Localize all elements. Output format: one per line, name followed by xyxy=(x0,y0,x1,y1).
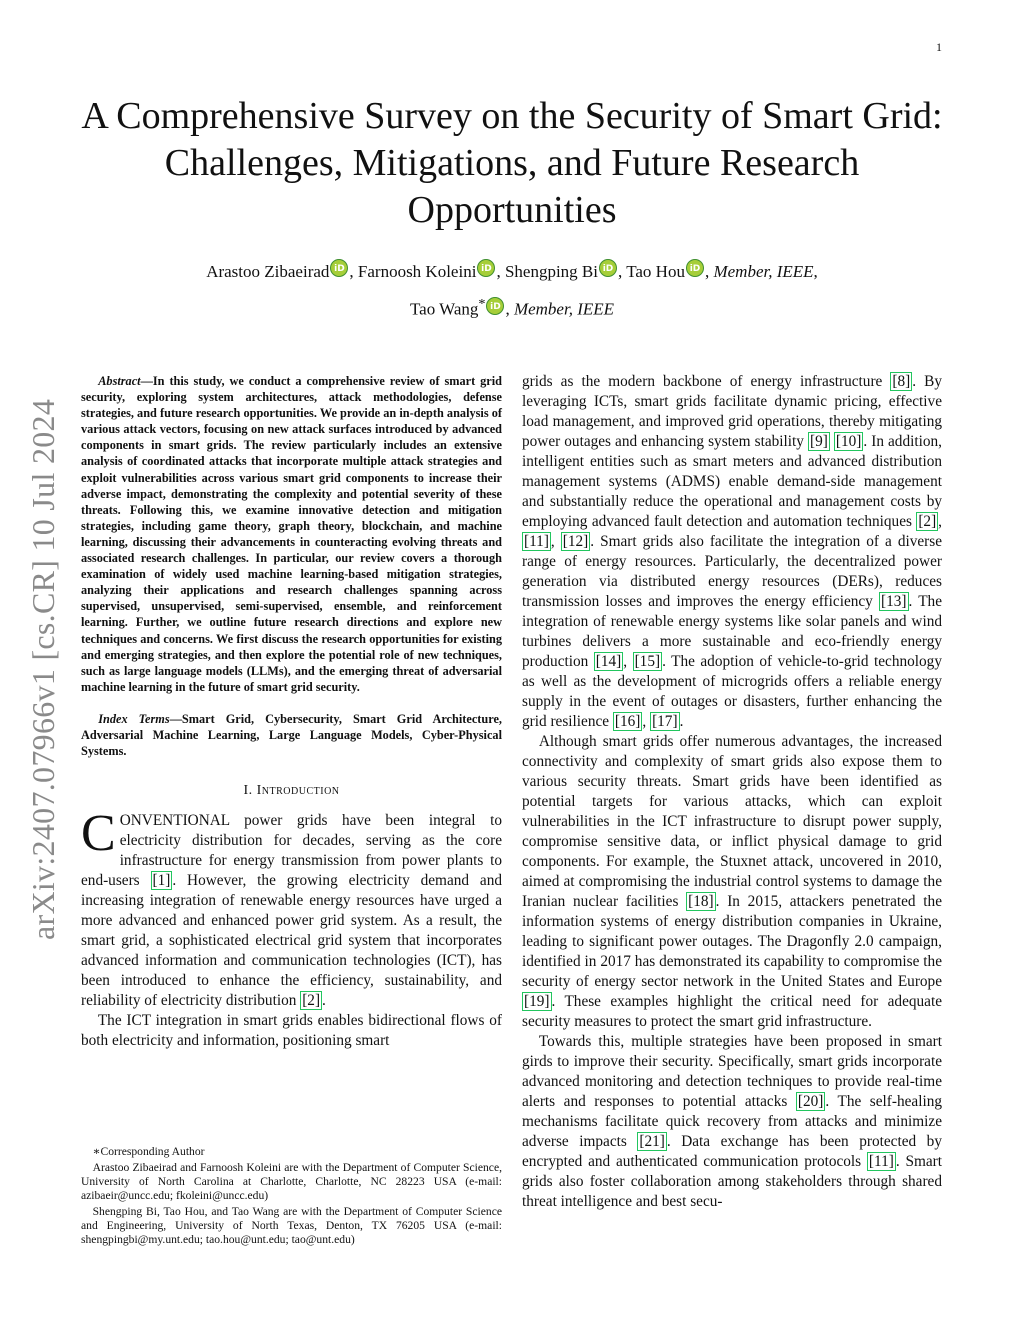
index-terms-label: Index Terms xyxy=(98,711,170,726)
author-name: Shengping Bi xyxy=(504,262,598,281)
citation-link[interactable]: [20] xyxy=(797,1093,824,1110)
separator: , xyxy=(642,713,651,730)
paragraph-text: . xyxy=(679,713,684,730)
paragraph-text: Although smart grids offer numerous advantages, the increased connectivity and complexity of smart grids also expose them to various security threats. Smart grids have been identified as potential targets for various attacks, which can exploit vulnerabilities in the ICT infrastructure to disrupt power supply, compromise sensitive data, or inflict physical damage to grid components. For example, the Stuxnet attack, uncovered in 2010, aimed at compromising the industrial control systems to damage the Iranian nuclear facilities xyxy=(522,733,942,910)
citation-link[interactable]: [12] xyxy=(562,533,589,550)
paragraph xyxy=(522,732,942,1032)
section-number: I. xyxy=(243,783,253,799)
orcid-icon[interactable]: iD xyxy=(477,259,495,277)
abstract-label: Abstract xyxy=(98,374,141,388)
paragraph-text: . In 2015, attackers penetrated the information systems of energy distribution companies in Ukraine, leading to significant power outages. The Dragonfly 2.0 campaign, identified in 2017 has demonstrated its capability to compromise the security of energy sector network in the United States and Europe xyxy=(522,893,942,990)
author-name: Farnoosh Koleini xyxy=(357,262,477,281)
separator: , xyxy=(938,513,942,530)
citation-link[interactable]: [2] xyxy=(918,513,937,530)
citation-link[interactable]: [11] xyxy=(868,1153,894,1170)
paragraph xyxy=(522,372,942,732)
citation-link[interactable]: [21] xyxy=(639,1133,665,1150)
citation-link[interactable]: [13] xyxy=(881,593,907,610)
index-terms-text: —Smart Grid, Cybersecurity, Smart Grid Architecture, Adversarial Machine Learning, Large Language Models, Cyber-Physical Systems. xyxy=(81,711,502,759)
footnote-affiliation: Arastoo Zibaeirad and Farnoosh Koleini are with the Department of Computer Science, University of North Carolina at Charlotte, Charlotte, NC 28223 USA (e-mail: azibaeir@uncc.edu; fkoleini@uncc.edu) xyxy=(81,1161,502,1202)
paragraph-text: . The self-healing mechanisms facilitate quick recovery from attacks and minimize adverse impacts xyxy=(522,1093,943,1150)
drop-cap: C xyxy=(81,805,116,863)
citation-link[interactable]: [18] xyxy=(688,893,714,910)
author-name: Tao Wang xyxy=(409,299,479,319)
paragraph xyxy=(522,1032,942,1212)
paragraph-text: . xyxy=(322,992,326,1010)
paragraph-text: . The integration of renewable energy systems like solar panels and wind turbines delivers a more sustainable and eco-friendly energy production xyxy=(522,593,942,670)
corresponding-mark: * xyxy=(478,296,486,312)
paragraph-text: . Smart grids also foster collaboration among stakeholders through shared threat intelligence and best secu- xyxy=(522,1153,942,1210)
index-terms xyxy=(81,711,502,759)
paragraph-text: Towards this, multiple strategies have been proposed in smart girds to improve their security. Specifically, smart grids incorporate advanced monitoring and detection techniques to provide real-time alerts and responses to potential attacks xyxy=(522,1033,942,1110)
footnote-affiliation: Shengping Bi, Tao Hou, and Tao Wang are with the Department of Computer Science and Engineering, University of North Texas, Denton, TX 76205 USA (e-mail: shengpingbi@my.unt.edu; tao.hou@unt.edu; tao@unt.edu) xyxy=(81,1205,502,1246)
paragraph-text: . The adoption of vehicle-to-grid technology as well as the development of microgrids offers a reliable energy supply in the event of outages or disasters, further enhancing the grid resilience xyxy=(522,653,942,730)
paragraph-text: ONVENTIONAL power grids have been integral to electricity distribution for decades, serving as the core infrastructure for energy transmission from power plants to end-users xyxy=(81,812,502,890)
page-number: 1 xyxy=(936,40,942,54)
author-line-1: Arastoo Zibaeirad iD , Farnoosh Koleini iD , Shengping Bi iD , Tao Hou iD , Member, IEEE, xyxy=(60,256,964,288)
citation-link[interactable]: [2] xyxy=(302,992,321,1010)
paragraph-text: . Data exchange has been protected by encrypted and authenticated communication protocols xyxy=(522,1133,942,1170)
author-line-2: Tao Wang* iD , Member, IEEE xyxy=(409,296,615,319)
citation-link[interactable]: [14] xyxy=(595,653,622,670)
author-name: Arastoo Zibaeirad xyxy=(206,262,330,281)
orcid-icon[interactable]: iD xyxy=(330,259,348,277)
citation-link[interactable]: [9] xyxy=(809,433,828,450)
citation-link[interactable]: [10] xyxy=(835,433,862,450)
separator: , xyxy=(623,653,633,670)
paper-title: A Comprehensive Survey on the Security of Smart Grid: Challenges, Mitigations, and Future Research Opportunities xyxy=(81,95,943,231)
author-list xyxy=(60,256,964,326)
citation-link[interactable]: [8] xyxy=(892,373,911,390)
citation-link[interactable]: [19] xyxy=(524,993,550,1010)
paragraph-text: . In addition, intelligent entities such as smart meters and advanced distribution management systems (ADMS) enable demand-side management and substantially reduce the operational and management costs by employing advanced fault detection and automation techniques xyxy=(522,433,942,530)
citation-link[interactable]: [17] xyxy=(652,713,678,730)
footnote-corresponding: ∗Corresponding Author xyxy=(92,1145,205,1158)
section-heading xyxy=(81,783,502,799)
orcid-icon[interactable]: iD xyxy=(599,259,617,277)
section-title: Introduction xyxy=(256,783,340,799)
citation-link[interactable]: [1] xyxy=(152,872,171,890)
separator: , xyxy=(550,533,561,550)
abstract xyxy=(81,373,502,695)
orcid-icon[interactable]: iD xyxy=(486,297,504,315)
citation-link[interactable]: [16] xyxy=(614,713,641,730)
citation-link[interactable]: [15] xyxy=(634,653,661,670)
author-name: Tao Hou xyxy=(626,262,685,281)
paragraph-text: grids as the modern backbone of energy infrastructure xyxy=(522,373,891,390)
paragraph xyxy=(81,805,502,1011)
paragraph: The ICT integration in smart grids enables bidirectional flows of both electricity and information, positioning smart xyxy=(81,1012,502,1050)
left-column xyxy=(81,373,502,1051)
intro-body xyxy=(81,805,502,1051)
right-column xyxy=(522,372,942,1212)
member-label: Member, IEEE xyxy=(713,262,814,281)
footnotes xyxy=(81,1145,502,1249)
arxiv-identifier: arXiv:2407.07966v1 [cs.CR] 10 Jul 2024 xyxy=(25,398,61,940)
citation-link[interactable]: [11] xyxy=(524,533,549,550)
paragraph-text: . However, the growing electricity demand and increasing integration of renewable energy resources have urged a more advanced and enhanced power grid system. As a result, the smart grid, a sophisticated electrical grid system that incorporates advanced information and communication technologies (ICT), has been introduced to enhance the efficiency, sustainability, and reliability of electricity distribution xyxy=(81,872,502,1010)
abstract-text: —In this study, we conduct a comprehensive review of smart grid security, exploring system architectures, attack methodologies, defense strategies, and future research opportunities. We provide an in-depth analysis of various attack vectors, focusing on new attack surfaces introduced by advanced components in smart grids. The review particularly includes an extensive analysis of coordinated attacks that incorporate multiple attack strategies and exploit vulnerabilities across various smart grid components to increase their adverse impact, demonstrating the complexity and potential severity of these threats. Following this, we examine innovative detection and mitigation strategies, including game theory, graph theory, blockchain, and machine learning, discussing their advancements in counteracting evolving threats and associated research challenges. In particular, our review covers a thorough examination of widely used machine learning-based mitigation strategies, analyzing their applications and research challenges spanning across supervised, unsupervised, semi-supervised, ensemble, and reinforcement learning. Further, we outline future research directions and explore new techniques and concerns. We first discuss the research opportunities for existing and emerging strategies, and then explore the potential role of new techniques, such as large language models (LLMs), and the emerging threat of adversarial machine learning in the future of smart grid security. xyxy=(81,374,502,694)
paragraph-text: . By leveraging ICTs, smart grids facilitate dynamic pricing, effective load management, and improved grid operations, thereby mitigating power outages and enhancing system stability xyxy=(522,373,942,450)
paragraph-text: . Smart grids also facilitate the integration of a diverse range of energy resources. Particularly, the decentralized power generation via distributed energy resources (DERs), reduces transmission losses and improves the energy efficiency xyxy=(522,533,942,610)
paragraph-text: . These examples highlight the critical need for adequate security measures to protect the smart grid infrastructure. xyxy=(522,993,942,1030)
member-label: Member, IEEE xyxy=(513,299,615,319)
orcid-icon[interactable]: iD xyxy=(686,259,704,277)
